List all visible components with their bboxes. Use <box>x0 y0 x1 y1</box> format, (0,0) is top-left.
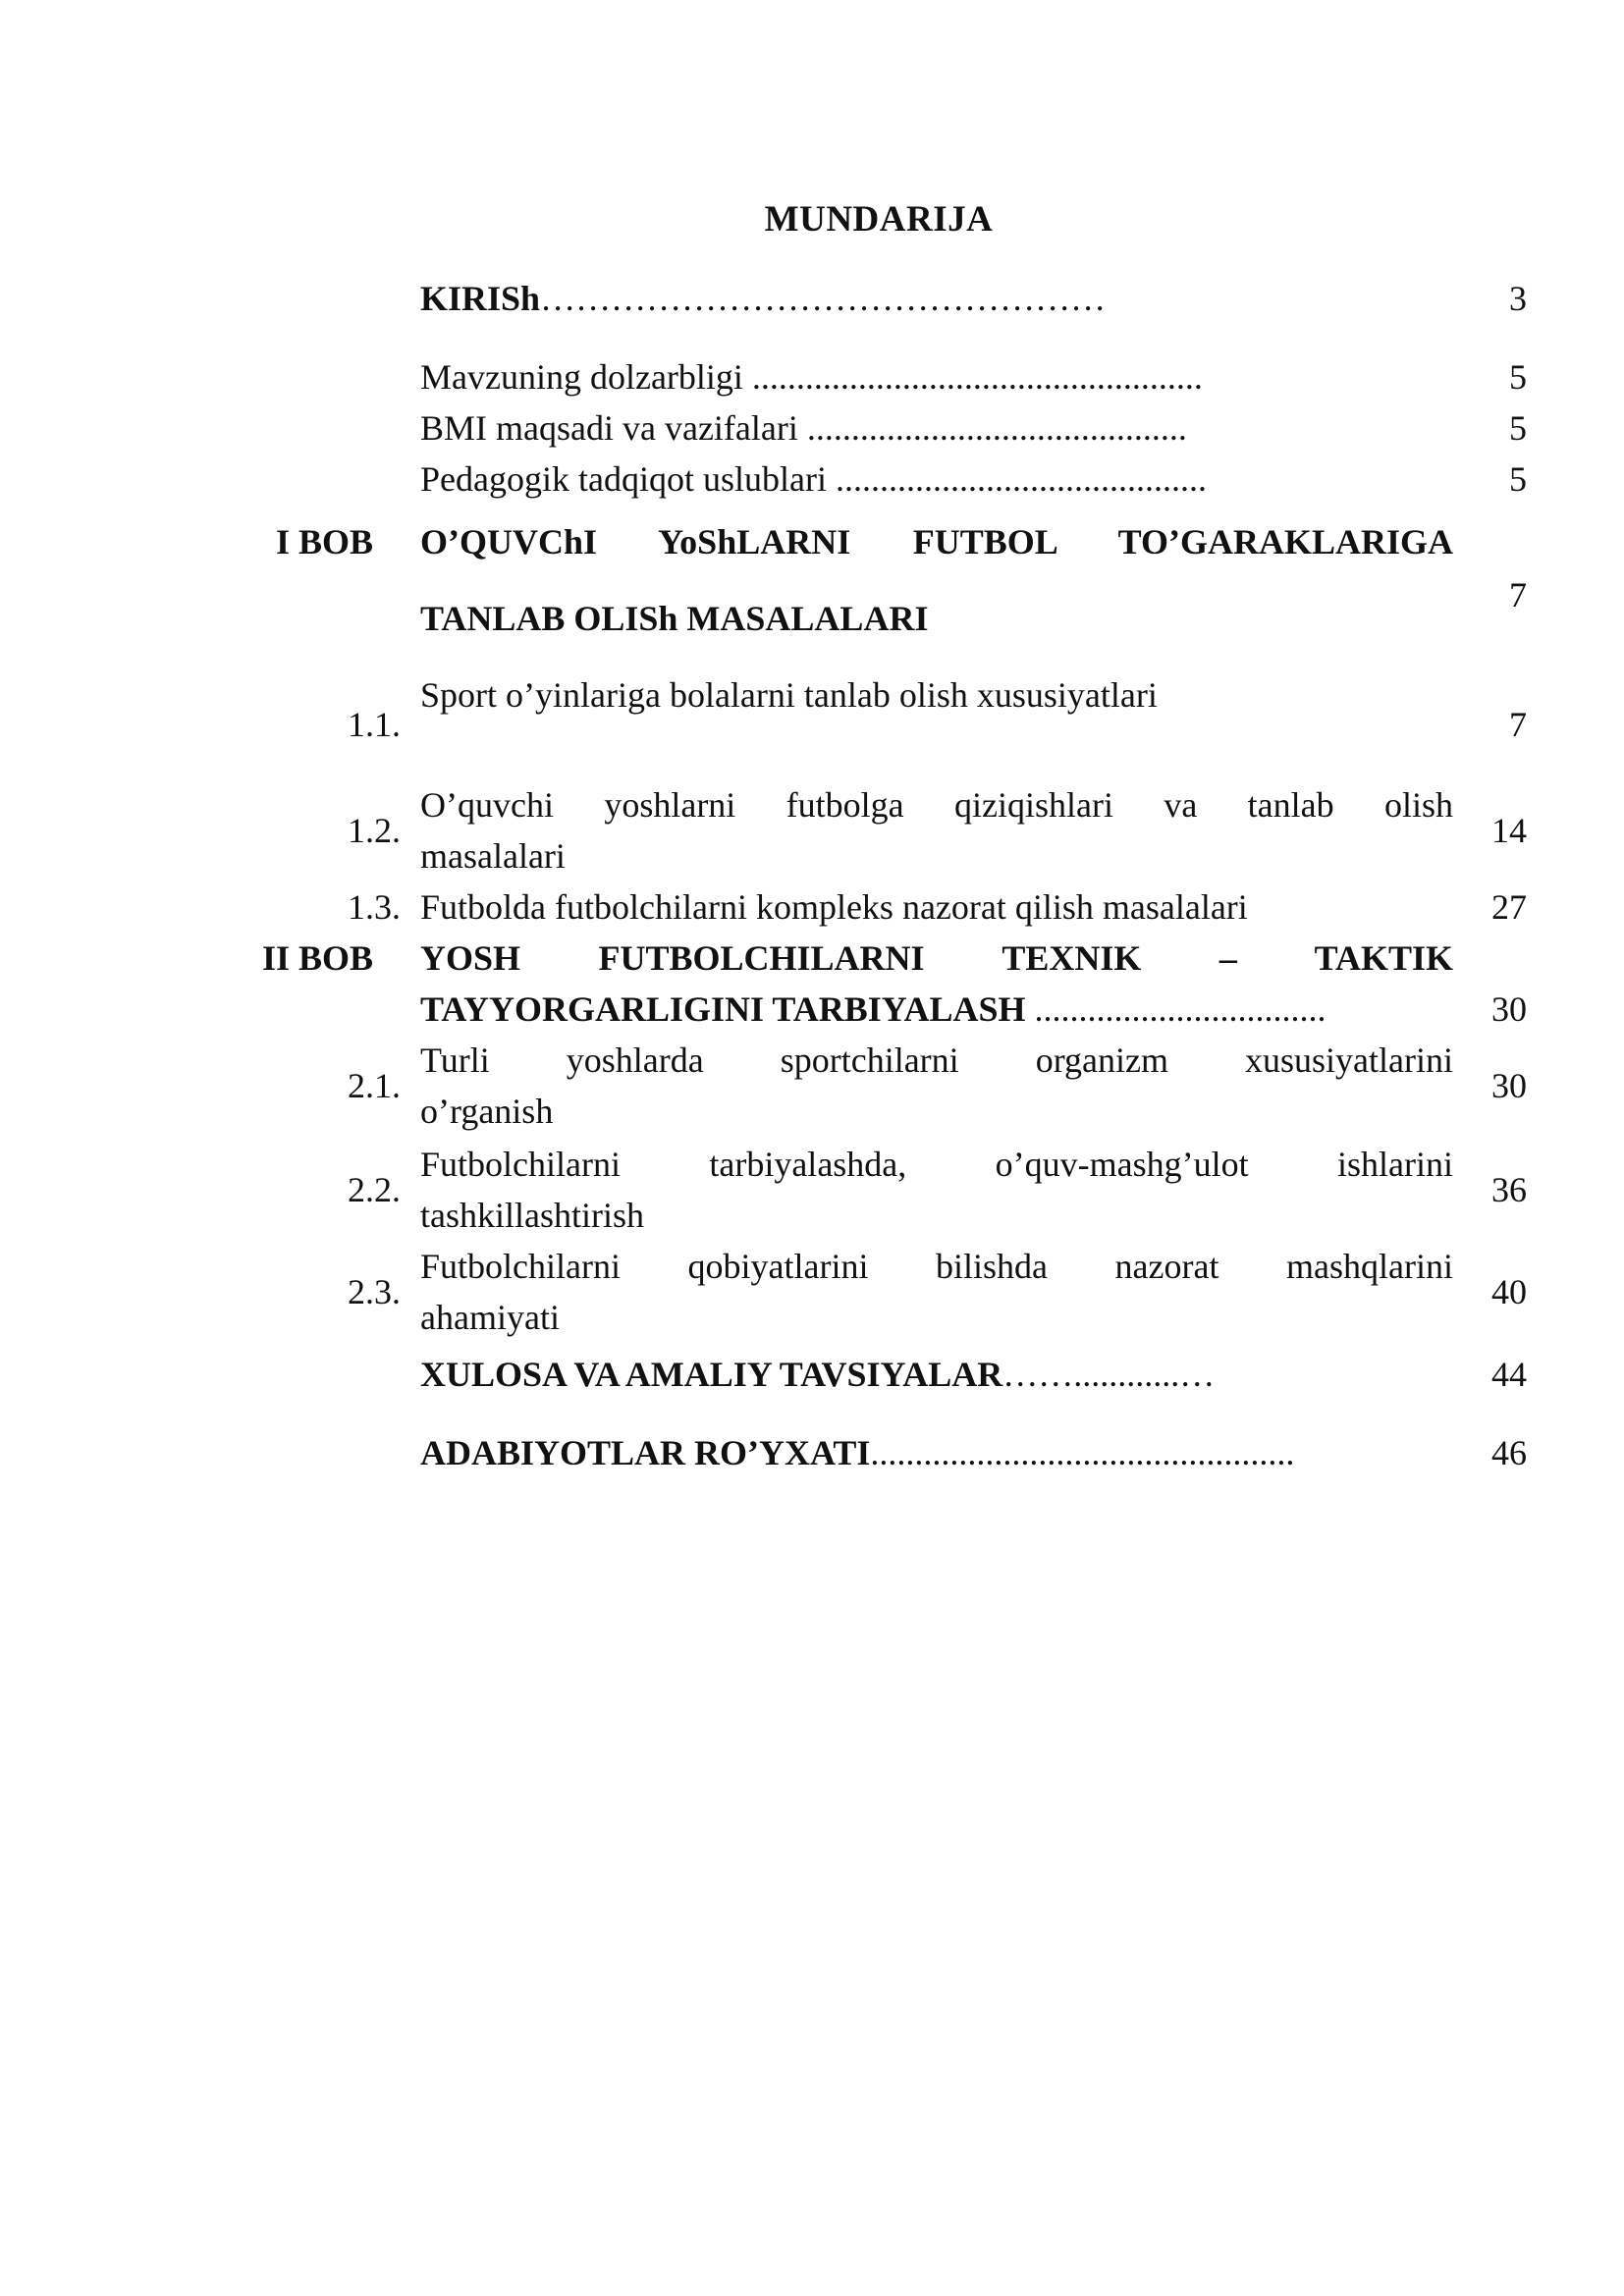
toc-section-title-line1: Turli yoshlarda sportchilarni organizm xususiyatlarini <box>420 1041 1453 1080</box>
toc-page-number: 30 <box>1491 989 1527 1029</box>
page-title: MUNDARIJA <box>764 199 994 240</box>
toc-section-number: 2.3. <box>348 1272 401 1311</box>
toc-page-number: 46 <box>1491 1433 1527 1472</box>
toc-page-number: 40 <box>1491 1272 1527 1311</box>
toc-leader-dots: ………………………………………… <box>540 279 1107 318</box>
toc-section-title-line2: tashkillashtirish <box>420 1196 644 1235</box>
toc-chapter-title-line2-wrap <box>420 984 1453 1035</box>
toc-entry-text: Mavzuning dolzarbligi ................................................... <box>420 357 1203 397</box>
toc-entry-label: ADABIYOTLAR RO’YXATI <box>420 1433 871 1472</box>
toc-entry-text <box>420 1427 1453 1478</box>
toc-section-title-line2: o’rganish <box>420 1092 554 1131</box>
toc-section-title-line2: ahamiyati <box>420 1298 560 1337</box>
toc-entry-text: Pedagogik tadqiqot uslublari .......................................... <box>420 459 1207 499</box>
toc-page-number: 3 <box>1509 279 1527 318</box>
toc-section-number: 2.1. <box>348 1066 401 1105</box>
toc-section-number: 1.2. <box>348 811 401 850</box>
toc-chapter-title-line1: O’QUVChI YoShLARNI FUTBOL TO’GARAKLARIGA <box>420 522 1453 561</box>
toc-entry-text: BMI maqsadi va vazifalari ........................................... <box>420 408 1187 448</box>
toc-section-title-line2: masalalari <box>420 836 566 876</box>
toc-section-title-line1: Futbolchilarni tarbiyalashda, o’quv-mashg’ulot ishlarini <box>420 1145 1453 1184</box>
toc-section-title-line1: Futbolchilarni qobiyatlarini bilishda nazorat mashqlarini <box>420 1247 1453 1286</box>
toc-chapter-title-line2: TANLAB OLISh MASALALARI <box>420 599 929 638</box>
toc-page-number: 27 <box>1491 887 1527 927</box>
toc-section-title-line1: O’quvchi yoshlarni futbolga qiziqishlari va tanlab olish <box>420 785 1453 825</box>
toc-page-number: 7 <box>1509 705 1527 744</box>
toc-section-number: 2.2. <box>348 1170 401 1209</box>
toc-page-number: 5 <box>1509 459 1527 499</box>
toc-page-number: 30 <box>1491 1066 1527 1105</box>
toc-page-number: 5 <box>1509 408 1527 448</box>
toc-section-title: Sport o’yinlariga bolalarni tanlab olish xususiyatlari <box>420 675 1158 715</box>
toc-entry-label: XULOSA VA AMALIY TAVSIYALAR <box>420 1355 1003 1394</box>
toc-page-number: 14 <box>1491 811 1527 850</box>
toc-chapter-title-line1: YOSH FUTBOLCHILARNI TEXNIK – TAKTIK <box>420 938 1453 978</box>
toc-chapter-number: II BOB <box>261 938 373 978</box>
toc-chapter-title-line2: TAYYORGARLIGINI TARBIYALASH <box>420 989 1026 1029</box>
toc-leader-dots: ................................. <box>1025 989 1326 1029</box>
toc-entry-text <box>420 1349 1453 1400</box>
toc-page-number: 5 <box>1509 357 1527 397</box>
toc-page-number: 7 <box>1509 575 1527 614</box>
toc-page-number: 44 <box>1491 1355 1527 1394</box>
toc-entry-label: KIRISh <box>420 279 541 318</box>
toc-section-number: 1.1. <box>348 705 401 744</box>
toc-leader-dots: ……............… <box>1002 1355 1216 1394</box>
toc-page-number: 36 <box>1491 1170 1527 1209</box>
toc-section-title: Futbolda futbolchilarni kompleks nazorat qilish masalalari <box>420 887 1248 927</box>
toc-leader-dots: ................................................ <box>870 1433 1295 1472</box>
toc-section-number: 1.3. <box>348 887 401 927</box>
toc-chapter-number: I BOB <box>275 522 373 561</box>
toc-entry-text <box>420 273 1453 324</box>
